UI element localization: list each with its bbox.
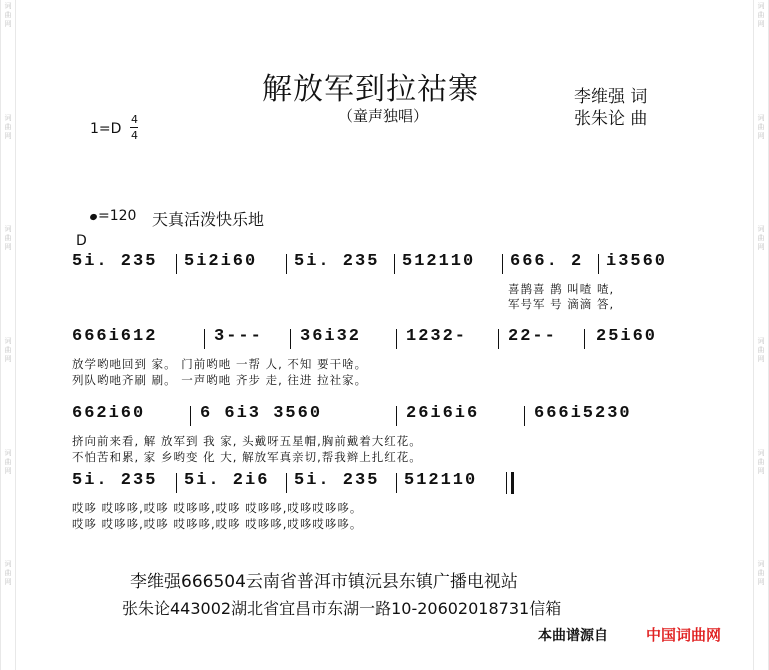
barline — [286, 254, 287, 274]
lyrics-verse-1: 挤向前来看, 解 放军到 我 家, 头戴呀五星帽,胸前戴着大红花。 — [72, 434, 422, 448]
barline — [502, 254, 503, 274]
measure: 5i. 235 — [294, 471, 380, 490]
measure: 5i2i60 — [184, 252, 258, 271]
tempo-mark: =120 — [98, 208, 137, 224]
lyrics-verse-2: 列队哟吔齐刷 刷。 一声哟吔 齐步 走, 往进 拉社家。 — [72, 373, 368, 387]
measure: 666i5230 — [534, 404, 632, 423]
barline — [176, 473, 177, 493]
watermark-text: 词 曲 网 — [4, 2, 12, 28]
barline — [396, 406, 397, 426]
rehearsal-mark-d: D — [76, 233, 87, 249]
measure: i3560 — [606, 252, 668, 271]
final-barline-thin — [506, 472, 507, 494]
time-signature-bottom: 4 — [131, 129, 138, 142]
watermark-text: 词 曲 网 — [757, 560, 765, 587]
watermark-text: 词 曲 网 — [4, 560, 12, 587]
watermark-text: 词 曲 网 — [757, 448, 765, 475]
measure: 5i. 235 — [72, 252, 158, 271]
barline — [396, 473, 397, 493]
watermark-strip-right — [753, 0, 769, 670]
lyrics-verse-2: 哎哆 哎哆哆,哎哆 哎哆哆,哎哆 哎哆哆,哎哆哎哆哆。 — [72, 517, 363, 531]
measure: 5i. 235 — [294, 252, 380, 271]
measure: 666. 2 — [510, 252, 584, 271]
measure: 666i612 — [72, 327, 158, 346]
watermark-text: 词 曲 网 — [757, 225, 765, 252]
time-signature-line — [130, 127, 138, 128]
barline — [190, 406, 191, 426]
measure: 6 6i3 3560 — [200, 404, 323, 423]
measure: 25i60 — [596, 327, 658, 346]
expression-mark: 天真活泼快乐地 — [152, 210, 265, 229]
measure: 662i60 — [72, 404, 146, 423]
lyrics-verse-2: 不怕苦和累, 家 乡哟变 化 大, 解放军真亲切,帮我辫上扎红花。 — [72, 450, 422, 464]
score-line-2 — [72, 327, 692, 351]
barline — [598, 254, 599, 274]
barline — [524, 406, 525, 426]
lyrics-verse-1: 放学哟吔回到 家。 门前哟吔 一帮 人, 不知 要干啥。 — [72, 357, 368, 371]
lyrics-verse-1: 哎哆 哎哆哆,哎哆 哎哆哆,哎哆 哎哆哆,哎哆哎哆哆。 — [72, 501, 363, 515]
barline — [394, 254, 395, 274]
measure: 22-- — [508, 327, 557, 346]
measure: 1232- — [406, 327, 468, 346]
watermark-text: 词 曲 网 — [4, 448, 12, 475]
key-signature: 1=D — [90, 121, 122, 137]
barline — [204, 329, 205, 349]
composer-address: 张朱论443002湖北省宜昌市东湖一路10-20602018731信箱 — [122, 599, 562, 618]
watermark-text: 词 曲 网 — [4, 225, 12, 252]
watermark-text: 词 曲 网 — [757, 113, 765, 140]
source-site-link[interactable]: 中国词曲网 — [646, 626, 722, 644]
measure: 512110 — [402, 252, 476, 271]
lyricist-address: 李维强666504云南省普洱市镇沅县东镇广播电视站 — [130, 572, 518, 592]
song-subtitle: （童声独唱） — [338, 107, 429, 125]
barline — [498, 329, 499, 349]
source-label: 本曲谱源自 — [538, 628, 608, 644]
lyrics-verse-1: 喜鹊喜 鹊 叫喳 喳, — [508, 282, 615, 296]
watermark-text: 词 曲 网 — [757, 337, 765, 364]
barline — [286, 473, 287, 493]
composer-credit: 张朱论 曲 — [574, 109, 648, 129]
barline — [396, 329, 397, 349]
barline — [290, 329, 291, 349]
barline — [584, 329, 585, 349]
watermark-strip-left — [0, 0, 16, 670]
measure: 5i. 235 — [72, 471, 158, 490]
lyricist-credit: 李维强 词 — [574, 87, 648, 107]
measure: 512110 — [404, 471, 478, 490]
song-title: 解放军到拉祜寨 — [262, 72, 479, 107]
watermark-text: 词 曲 网 — [4, 337, 12, 364]
measure: 26i6i6 — [406, 404, 480, 423]
score-line-3 — [72, 404, 692, 428]
time-signature-top: 4 — [131, 113, 138, 126]
final-barline-thick — [511, 472, 514, 494]
score-line-1 — [72, 252, 692, 276]
barline — [176, 254, 177, 274]
measure: 5i. 2i6 — [184, 471, 270, 490]
measure: 36i32 — [300, 327, 362, 346]
lyrics-verse-2: 军号军 号 滴滴 答, — [508, 297, 615, 311]
watermark-text: 词 曲 网 — [4, 113, 12, 140]
score-line-4 — [72, 471, 532, 495]
quarter-note-icon — [89, 213, 98, 221]
watermark-text: 词 曲 网 — [757, 2, 765, 28]
measure: 3--- — [214, 327, 263, 346]
